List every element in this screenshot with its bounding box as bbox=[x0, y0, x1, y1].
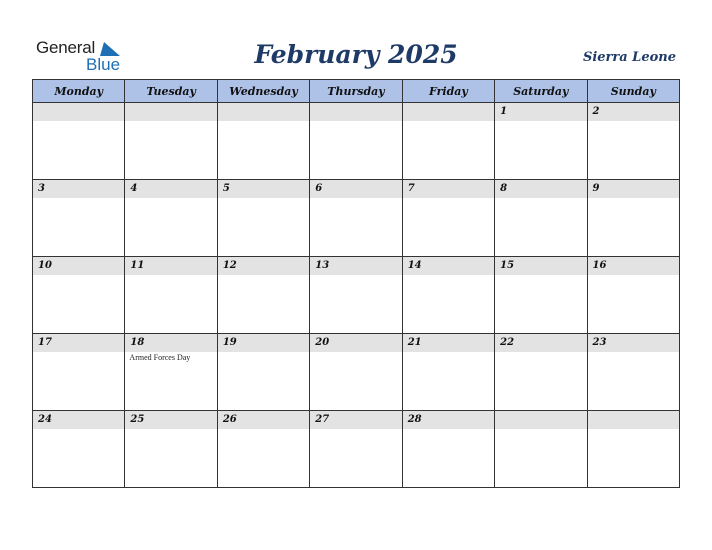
day-number-bar bbox=[403, 411, 494, 429]
day-number-bar bbox=[218, 411, 309, 429]
day-number-bar bbox=[125, 180, 216, 198]
day-number: 3 bbox=[38, 183, 45, 194]
day-number-bar bbox=[588, 334, 679, 352]
day-number-bar bbox=[310, 103, 401, 121]
day-number-bar bbox=[310, 257, 401, 275]
brand-logo-text-blue: Blue bbox=[86, 55, 121, 74]
day-cell bbox=[125, 180, 217, 257]
weekday-header-monday: Monday bbox=[33, 80, 125, 103]
day-number: 5 bbox=[222, 183, 230, 194]
day-number: 21 bbox=[407, 337, 422, 348]
day-cell bbox=[310, 411, 402, 488]
day-number: 17 bbox=[38, 337, 52, 348]
day-cell bbox=[217, 411, 309, 488]
day-cell bbox=[125, 103, 217, 180]
day-number-bar bbox=[310, 180, 401, 198]
week-row bbox=[33, 334, 680, 411]
day-number: 23 bbox=[592, 337, 607, 348]
day-number-bar bbox=[125, 334, 216, 352]
day-number-bar bbox=[403, 257, 494, 275]
week-row bbox=[33, 257, 680, 334]
day-number: 22 bbox=[500, 337, 515, 348]
day-cell bbox=[33, 334, 125, 411]
day-number-bar bbox=[33, 411, 124, 429]
calendar-grid bbox=[32, 79, 680, 488]
day-number: 16 bbox=[592, 260, 607, 271]
weekday-header-friday: Friday bbox=[402, 80, 494, 103]
day-number: 7 bbox=[407, 183, 415, 194]
day-cell bbox=[402, 180, 494, 257]
day-cell bbox=[587, 334, 679, 411]
day-cell bbox=[495, 334, 587, 411]
day-cell bbox=[125, 411, 217, 488]
day-cell bbox=[310, 257, 402, 334]
day-number: 1 bbox=[500, 106, 508, 117]
day-cell bbox=[495, 103, 587, 180]
day-number-bar bbox=[33, 103, 124, 121]
day-cell bbox=[125, 257, 217, 334]
weekday-header-tuesday: Tuesday bbox=[125, 80, 217, 103]
day-number-bar bbox=[403, 334, 494, 352]
day-number-bar bbox=[33, 334, 124, 352]
day-number-bar bbox=[495, 411, 586, 429]
day-number-bar bbox=[495, 334, 586, 352]
day-number: 28 bbox=[407, 414, 422, 425]
day-number-bar bbox=[310, 334, 401, 352]
day-number: 9 bbox=[592, 183, 600, 194]
day-cell bbox=[33, 411, 125, 488]
day-cell bbox=[217, 103, 309, 180]
day-number: 19 bbox=[222, 337, 237, 348]
day-cell bbox=[495, 257, 587, 334]
day-number-bar bbox=[403, 103, 494, 121]
day-number-bar bbox=[310, 411, 401, 429]
day-number: 25 bbox=[130, 414, 145, 425]
day-cell bbox=[33, 257, 125, 334]
day-cell bbox=[495, 180, 587, 257]
day-number-bar bbox=[125, 411, 216, 429]
day-cell bbox=[217, 180, 309, 257]
day-cell bbox=[125, 334, 217, 411]
day-cell bbox=[495, 411, 587, 488]
day-cell bbox=[587, 257, 679, 334]
day-number: 2 bbox=[592, 106, 600, 117]
day-number: 20 bbox=[315, 337, 330, 348]
day-number: 18 bbox=[130, 337, 145, 348]
day-number-bar bbox=[588, 411, 679, 429]
day-number: 27 bbox=[315, 414, 330, 425]
day-number: 11 bbox=[130, 260, 145, 271]
day-number-bar bbox=[403, 180, 494, 198]
week-row bbox=[33, 103, 680, 180]
day-number-bar bbox=[125, 103, 216, 121]
day-cell bbox=[587, 103, 679, 180]
day-cell bbox=[402, 411, 494, 488]
day-number-bar bbox=[588, 103, 679, 121]
day-number-bar bbox=[588, 180, 679, 198]
brand-logo-text-general: General bbox=[36, 38, 96, 57]
day-cell bbox=[402, 334, 494, 411]
day-number-bar bbox=[33, 257, 124, 275]
day-cell bbox=[587, 180, 679, 257]
day-number-bar bbox=[125, 257, 216, 275]
day-number-bar bbox=[218, 180, 309, 198]
day-number: 14 bbox=[407, 260, 422, 271]
day-cell bbox=[310, 180, 402, 257]
day-cell bbox=[33, 180, 125, 257]
day-number: 13 bbox=[315, 260, 330, 271]
day-number: 26 bbox=[222, 414, 237, 425]
day-cell bbox=[402, 257, 494, 334]
calendar-body bbox=[33, 103, 680, 488]
country-name: Sierra Leone bbox=[582, 50, 676, 65]
weekday-header-wednesday: Wednesday bbox=[217, 80, 309, 103]
day-cell bbox=[402, 103, 494, 180]
day-cell bbox=[217, 334, 309, 411]
weekday-header-row bbox=[33, 80, 680, 103]
holiday-label: Armed Forces Day bbox=[129, 353, 191, 362]
day-number: 8 bbox=[500, 183, 508, 194]
day-cell bbox=[310, 103, 402, 180]
day-number-bar bbox=[588, 257, 679, 275]
day-number-bar bbox=[495, 257, 586, 275]
day-number: 24 bbox=[38, 414, 52, 425]
day-cell bbox=[587, 411, 679, 488]
day-cell bbox=[217, 257, 309, 334]
day-number: 6 bbox=[315, 183, 323, 194]
day-number-bar bbox=[218, 334, 309, 352]
day-cell bbox=[33, 103, 125, 180]
day-number-bar bbox=[218, 257, 309, 275]
day-number: 15 bbox=[500, 260, 515, 271]
day-number: 4 bbox=[130, 183, 138, 194]
weekday-header-thursday: Thursday bbox=[310, 80, 402, 103]
day-number-bar bbox=[495, 103, 586, 121]
week-row bbox=[33, 411, 680, 488]
day-number-bar bbox=[495, 180, 586, 198]
weekday-header-sunday: Sunday bbox=[587, 80, 679, 103]
day-number: 12 bbox=[222, 260, 237, 271]
day-cell bbox=[310, 334, 402, 411]
day-number-bar bbox=[33, 180, 124, 198]
day-number: 10 bbox=[38, 260, 52, 271]
day-number-bar bbox=[218, 103, 309, 121]
weekday-header-saturday: Saturday bbox=[495, 80, 587, 103]
week-row bbox=[33, 180, 680, 257]
calendar-title: February 2025 bbox=[254, 40, 458, 69]
